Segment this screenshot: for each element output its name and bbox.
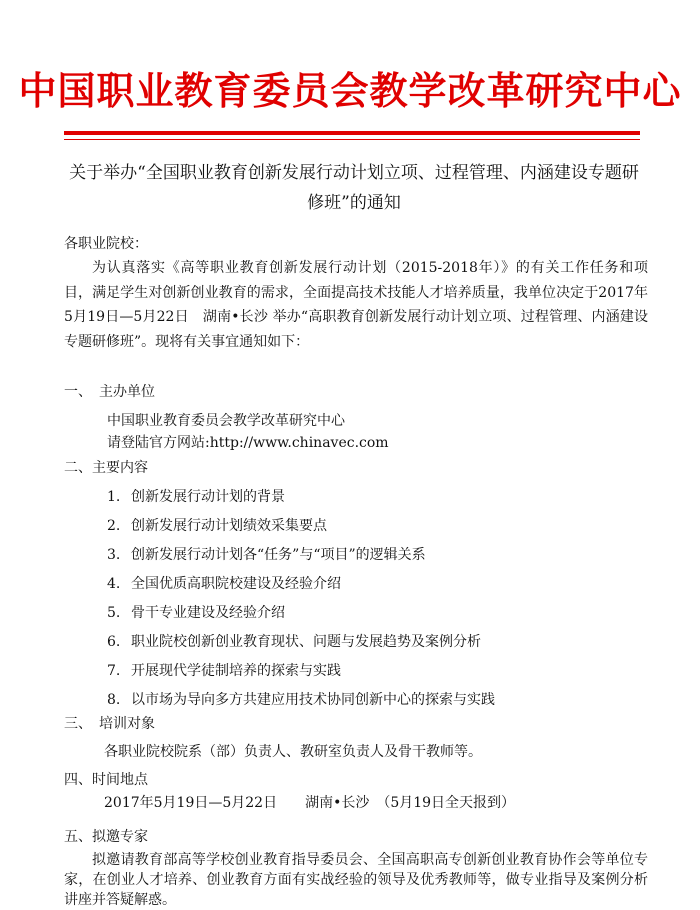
section-2-heading: 二、主要内容	[64, 460, 148, 476]
training-target: 各职业院校院系（部）负责人、教研室负责人及骨干教师等。	[104, 744, 482, 760]
list-item: 7. 开展现代学徒制培养的探索与实践	[107, 663, 341, 679]
list-item: 3. 创新发展行动计划各“任务”与“项目”的逻辑关系	[107, 547, 426, 563]
section-3-heading: 三、 培训对象	[64, 716, 155, 732]
section-5-heading: 五、拟邀专家	[64, 829, 148, 845]
list-item: 8. 以市场为导向多方共建应用技术协同创新中心的探索与实践	[107, 692, 495, 708]
host-organization: 中国职业教育委员会教学改革研究中心	[107, 413, 345, 429]
intro-paragraph: 为认真落实《高等职业教育创新发展行动计划（2015-2018年）》的有关工作任务和项目，满足学生对创新创业教育的需求，全面提高技术技能人才培养质量，我单位决定于2017年5月19日—5月22日 湖南•长沙 举办“高职教育创新发展行动计划立项、过程管理、内涵建设专题研修班”。现将有关事宜通知如下：	[64, 260, 648, 350]
notice-title: 关于举办“全国职业教育创新发展行动计划立项、过程管理、内涵建设专题研修班”的通知	[69, 163, 639, 213]
official-website: 请登陆官方网站:http://www.chinavec.com	[107, 435, 389, 451]
salutation: 各职业院校：	[64, 236, 148, 252]
list-item: 2. 创新发展行动计划绩效采集要点	[107, 518, 327, 534]
section-1-heading: 一、 主办单位	[64, 384, 155, 400]
header-rule-thin	[64, 139, 640, 140]
list-item: 1. 创新发展行动计划的背景	[107, 489, 285, 505]
time-and-place: 2017年5月19日—5月22日 湖南•长沙 （5月19日全天报到）	[104, 795, 516, 811]
section-4-heading: 四、时间地点	[64, 772, 148, 788]
header-rule-thick	[64, 131, 640, 135]
list-item: 6. 职业院校创新创业教育现状、问题与发展趋势及案例分析	[107, 634, 481, 650]
list-item: 5. 骨干专业建设及经验介绍	[107, 605, 285, 621]
invited-experts: 拟邀请教育部高等学校创业教育指导委员会、全国高职高专创新创业教育协作会等单位专家，在创业人才培养、创业教育方面有实战经验的领导及优秀教师等，做专业指导及案例分析讲座并答疑解惑。	[64, 852, 648, 908]
list-item: 4. 全国优质高职院校建设及经验介绍	[107, 576, 341, 592]
organization-title: 中国职业教育委员会教学改革研究中心	[18, 69, 682, 113]
content-list	[107, 485, 495, 717]
